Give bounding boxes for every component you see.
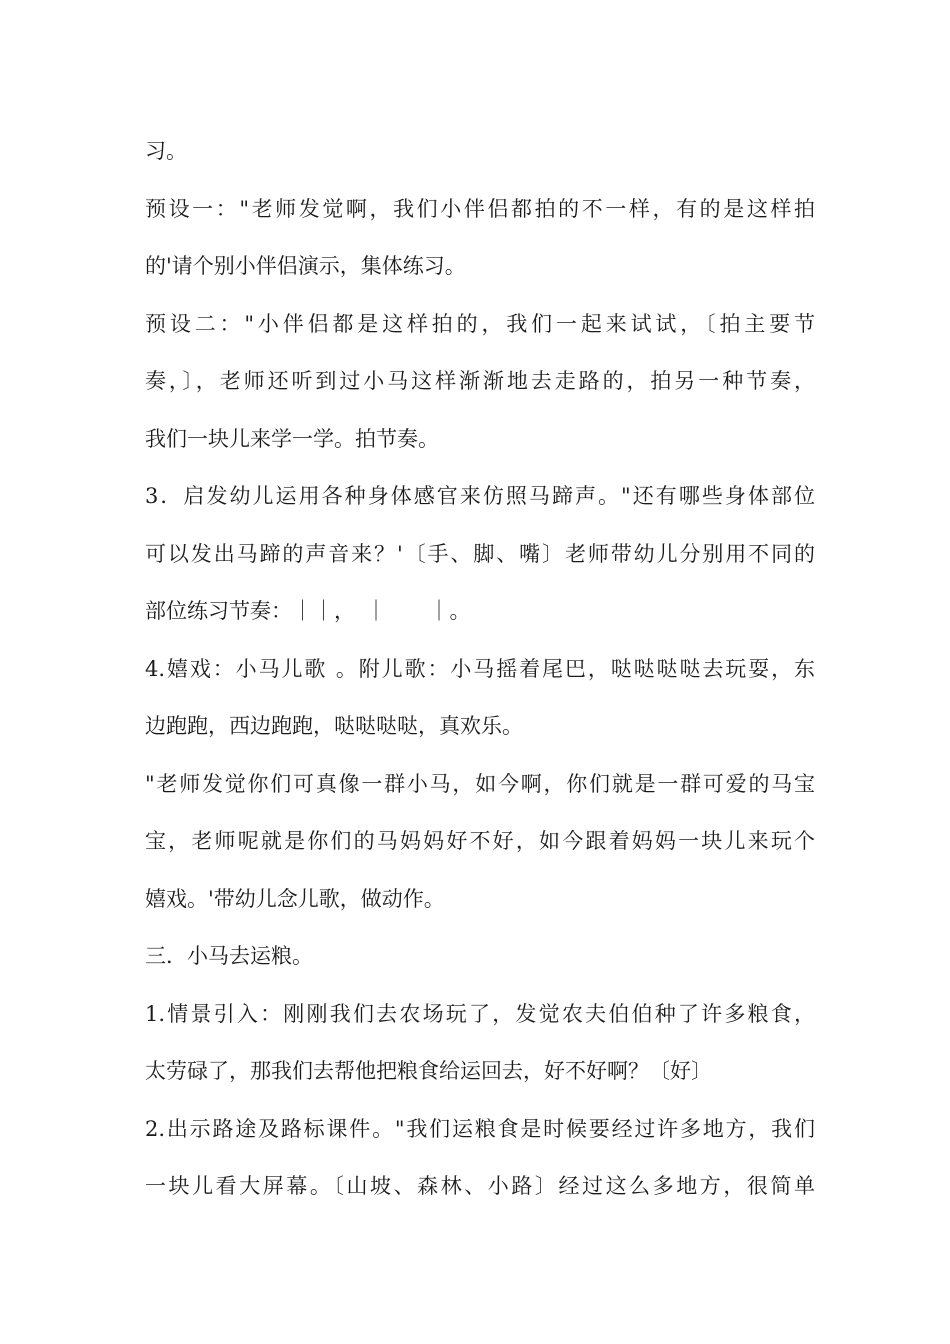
section-heading: 三．小马去运粮。: [145, 944, 313, 968]
text-line: 3．启发幼儿运用各种身体感官来仿照马蹄声。"还有哪些身体部位: [145, 484, 815, 508]
text-line: 嬉戏。'带幼儿念儿歌，做动作。: [145, 887, 445, 911]
text-line: 宝，老师呢就是你们的马妈妈好不好，如今跟着妈妈一块儿来玩个: [145, 829, 815, 853]
text-line: 边跑跑，西边跑跑，哒哒哒哒，真欢乐。: [145, 714, 523, 738]
text-line: 可以发出马蹄的声音来？'〔手、脚、嘴〕老师带幼儿分别用不同的: [145, 542, 815, 566]
text-line: 习。: [145, 139, 187, 163]
text-line: 奏，〕，老师还听到过小马这样渐渐地去走路的，拍另一种节奏，: [145, 369, 815, 393]
text-line: 4.嬉戏：小马儿歌 。附儿歌：小马摇着尾巴，哒哒哒哒去玩耍，东: [145, 657, 815, 681]
text-line: 我们一块儿来学一学。拍节奏。: [145, 427, 439, 451]
text-line: 部位练习节奏：｜｜， ｜ ｜。: [145, 599, 471, 623]
text-line: 2.出示路途及路标课件。"我们运粮食是时候要经过许多地方，我们: [145, 1117, 815, 1141]
text-line: 的'请个别小伴侣演示，集体练习。: [145, 254, 466, 278]
text-line: 一块儿看大屏幕。〔山坡、森林、小路〕经过这么多地方，很简单: [145, 1174, 815, 1198]
text-line: 1.情景引入：刚刚我们去农场玩了，发觉农夫伯伯种了许多粮食，: [145, 1002, 815, 1026]
text-line: "老师发觉你们可真像一群小马，如今啊，你们就是一群可爱的马宝: [145, 772, 815, 796]
text-line: 预设二："小伴侣都是这样拍的，我们一起来试试，〔拍主要节: [145, 312, 815, 336]
text-line: 太劳碌了，那我们去帮他把粮食给运回去，好不好啊？〔好〕: [145, 1059, 712, 1083]
text-line: 预设一："老师发觉啊，我们小伴侣都拍的不一样，有的是这样拍: [145, 197, 815, 221]
